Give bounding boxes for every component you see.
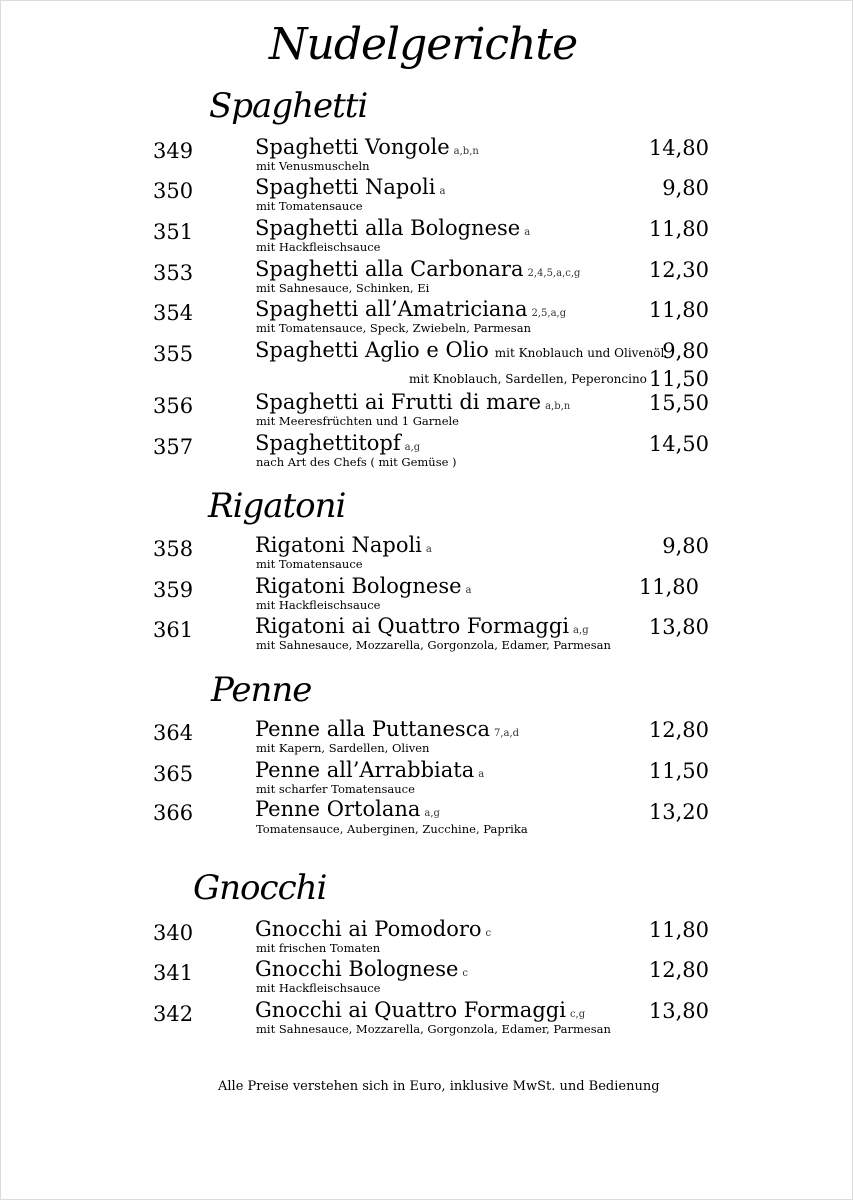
allergen-codes: 7,a,d bbox=[493, 728, 520, 739]
item-number: 357 bbox=[153, 435, 194, 459]
item-price: 11,80 bbox=[638, 575, 699, 599]
item-name: Spaghetti Aglio e Olio mit Knoblauch und Olivenöl bbox=[255, 338, 665, 362]
item-name: Gnocchi ai Pomodoro c bbox=[255, 917, 492, 941]
item-number: 342 bbox=[153, 1002, 194, 1026]
item-name: Spaghetti Napoli a bbox=[255, 175, 446, 199]
item-price: 11,50 bbox=[648, 759, 709, 783]
item-description: mit frischen Tomaten bbox=[256, 941, 381, 955]
allergen-codes: 2,4,5,a,c,g bbox=[527, 268, 581, 279]
item-description: mit Meeresfrüchten und 1 Garnele bbox=[256, 414, 459, 428]
item-number: 350 bbox=[153, 179, 194, 203]
item-description: mit Sahnesauce, Schinken, Ei bbox=[256, 281, 430, 295]
item-description: nach Art des Chefs ( mit Gemüse ) bbox=[256, 455, 457, 469]
item-price: 14,50 bbox=[648, 432, 709, 456]
allergen-codes: a,b,n bbox=[453, 146, 479, 157]
section-heading-spaghetti: Spaghetti bbox=[209, 86, 368, 126]
allergen-codes: c bbox=[462, 968, 469, 979]
allergen-codes: c bbox=[485, 928, 492, 939]
item-description: mit Tomatensauce bbox=[256, 199, 363, 213]
item-number: 364 bbox=[153, 721, 194, 745]
item-number: 354 bbox=[153, 301, 194, 325]
allergen-codes: a bbox=[425, 544, 432, 555]
section-heading-gnocchi: Gnocchi bbox=[193, 868, 327, 908]
item-price: 15,50 bbox=[648, 391, 709, 415]
item-price: 13,80 bbox=[648, 999, 709, 1023]
item-price: 14,80 bbox=[648, 136, 709, 160]
item-description: mit Sahnesauce, Mozzarella, Gorgonzola, Edamer, Parmesan bbox=[256, 638, 611, 652]
item-description: mit Venusmuscheln bbox=[256, 159, 370, 173]
allergen-codes: a,g bbox=[424, 808, 440, 819]
item-description: mit Tomatensauce bbox=[256, 557, 363, 571]
item-description: mit Hackfleischsauce bbox=[256, 598, 381, 612]
item-price: 12,30 bbox=[648, 258, 709, 282]
allergen-codes: a,g bbox=[573, 625, 589, 636]
item-name: Penne alla Puttanesca 7,a,d bbox=[255, 717, 520, 741]
item-price: 13,80 bbox=[648, 615, 709, 639]
item-number: 365 bbox=[153, 762, 194, 786]
item-name: Spaghetti ai Frutti di mare a,b,n bbox=[255, 390, 571, 414]
section-heading-penne: Penne bbox=[211, 670, 312, 710]
item-description: Tomatensauce, Auberginen, Zucchine, Paprika bbox=[256, 822, 528, 836]
item-price: 13,20 bbox=[648, 800, 709, 824]
item-name: Penne all’Arrabbiata a bbox=[255, 758, 485, 782]
item-price: 11,80 bbox=[648, 217, 709, 241]
item-price: 11,80 bbox=[648, 298, 709, 322]
allergen-codes: a,g bbox=[404, 442, 421, 453]
price-note: Alle Preise verstehen sich in Euro, inklusive MwSt. und Bedienung bbox=[218, 1079, 660, 1094]
allergen-codes: a bbox=[465, 585, 472, 596]
allergen-codes: a bbox=[524, 227, 531, 238]
item-description: mit Tomatensauce, Speck, Zwiebeln, Parmesan bbox=[256, 321, 531, 335]
item-price: 9,80 bbox=[662, 176, 709, 200]
item-description: mit Hackfleischsauce bbox=[256, 981, 381, 995]
item-number: 356 bbox=[153, 394, 194, 418]
item-number: 366 bbox=[153, 801, 194, 825]
item-number: 355 bbox=[153, 342, 194, 366]
item-name: Spaghetti all’Amatriciana 2,5,a,g bbox=[255, 297, 567, 321]
item-name: Spaghettitopf a,g bbox=[255, 431, 421, 455]
item-number: 349 bbox=[153, 139, 194, 163]
item-number: 341 bbox=[153, 961, 194, 985]
item-name: Spaghetti alla Bolognese a bbox=[255, 216, 531, 240]
item-number: 340 bbox=[153, 921, 194, 945]
variant-price: 11,50 bbox=[648, 367, 709, 391]
inline-description: mit Knoblauch und Olivenöl bbox=[494, 346, 665, 360]
item-price: 12,80 bbox=[648, 718, 709, 742]
item-number: 358 bbox=[153, 537, 194, 561]
item-name: Rigatoni Napoli a bbox=[255, 533, 432, 557]
item-number: 351 bbox=[153, 220, 194, 244]
allergen-codes: a bbox=[478, 769, 485, 780]
item-number: 361 bbox=[153, 618, 194, 642]
item-description: mit Kapern, Sardellen, Oliven bbox=[256, 741, 430, 755]
allergen-codes: c,g bbox=[569, 1009, 586, 1020]
item-number: 353 bbox=[153, 261, 194, 285]
item-number: 359 bbox=[153, 578, 194, 602]
item-description: mit scharfer Tomatensauce bbox=[256, 782, 415, 796]
item-name: Spaghetti Vongole a,b,n bbox=[255, 135, 479, 159]
item-name: Rigatoni Bolognese a bbox=[255, 574, 472, 598]
allergen-codes: a bbox=[439, 186, 446, 197]
item-description: mit Sahnesauce, Mozzarella, Gorgonzola, Edamer, Parmesan bbox=[256, 1022, 611, 1036]
allergen-codes: 2,5,a,g bbox=[531, 308, 567, 319]
item-price: 9,80 bbox=[662, 534, 709, 558]
item-description: mit Hackfleischsauce bbox=[256, 240, 381, 254]
variant-description: mit Knoblauch, Sardellen, Peperoncino bbox=[409, 372, 647, 386]
page-title: Nudelgerichte bbox=[269, 19, 578, 70]
item-name: Gnocchi Bolognese c bbox=[255, 957, 469, 981]
item-name: Rigatoni ai Quattro Formaggi a,g bbox=[255, 614, 589, 638]
item-price: 9,80 bbox=[662, 339, 709, 363]
item-name: Penne Ortolana a,g bbox=[255, 797, 440, 821]
item-price: 11,80 bbox=[648, 918, 709, 942]
item-price: 12,80 bbox=[648, 958, 709, 982]
section-heading-rigatoni: Rigatoni bbox=[208, 486, 346, 526]
allergen-codes: a,b,n bbox=[545, 401, 571, 412]
item-name: Gnocchi ai Quattro Formaggi c,g bbox=[255, 998, 586, 1022]
item-name: Spaghetti alla Carbonara 2,4,5,a,c,g bbox=[255, 257, 581, 281]
